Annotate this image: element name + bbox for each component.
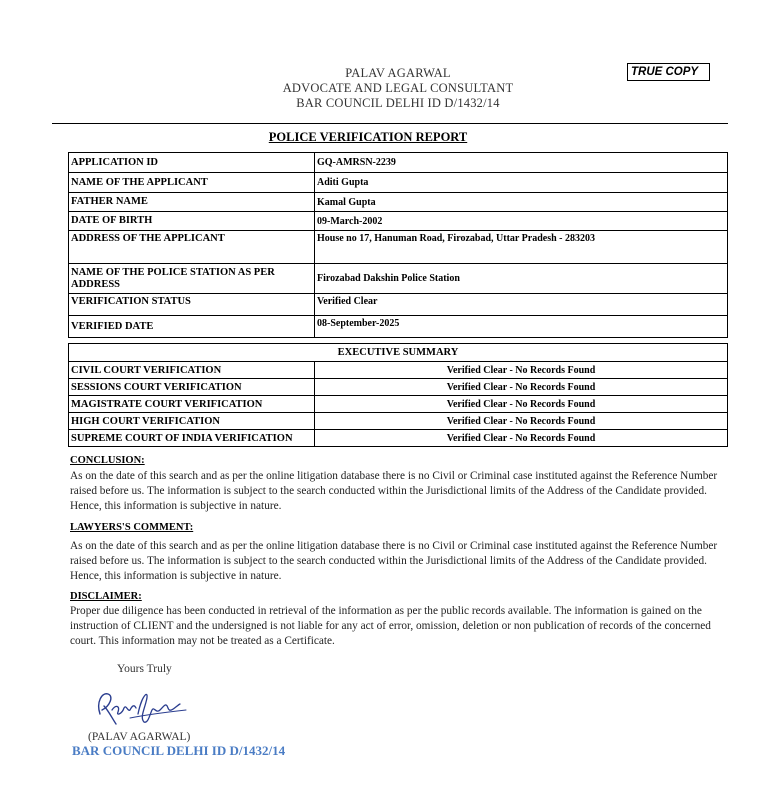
row-label: SUPREME COURT OF INDIA VERIFICATION — [69, 430, 315, 447]
lawyers-comment-title: LAWYERS'S COMMENT: — [70, 522, 194, 533]
row-label: CIVIL COURT VERIFICATION — [69, 362, 315, 379]
summary-heading: EXECUTIVE SUMMARY — [69, 344, 728, 362]
table-row — [69, 294, 728, 316]
row-value: Verified Clear - No Records Found — [315, 379, 728, 396]
row-label: VERIFICATION STATUS — [69, 294, 315, 316]
row-value: Verified Clear - No Records Found — [315, 413, 728, 430]
row-label: SESSIONS COURT VERIFICATION — [69, 379, 315, 396]
table-row — [69, 413, 728, 430]
table-row — [69, 153, 728, 173]
true-copy-stamp: TRUE COPY — [627, 63, 710, 81]
details-table — [68, 152, 728, 338]
table-row — [69, 231, 728, 264]
signature-icon — [90, 684, 190, 728]
advocate-title: ADVOCATE AND LEGAL CONSULTANT — [282, 81, 514, 95]
yours-truly: Yours Truly — [117, 663, 172, 675]
row-label: MAGISTRATE COURT VERIFICATION — [69, 396, 315, 413]
conclusion-title: CONCLUSION: — [70, 455, 145, 466]
disclaimer-text: Proper due diligence has been conducted in retrieval of the information as per the public records available. The information is gained on the instruction of CLIENT and the undersigned is not liable for any act of error, omission, deletion or non publication of records of the concerned court. This information may not be treated as a Certificate. — [70, 605, 711, 647]
table-row — [69, 173, 728, 193]
row-value: Aditi Gupta — [315, 173, 728, 193]
row-label: NAME OF THE APPLICANT — [69, 173, 315, 193]
advocate-name: PALAV AGARWAL — [345, 66, 451, 80]
row-label: HIGH COURT VERIFICATION — [69, 413, 315, 430]
table-row — [69, 430, 728, 447]
table-row — [69, 193, 728, 212]
report-title: POLICE VERIFICATION REPORT — [268, 130, 468, 144]
bar-council-id: BAR COUNCIL DELHI ID D/1432/14 — [296, 96, 500, 110]
table-row — [69, 264, 728, 294]
row-value: Firozabad Dakshin Police Station — [315, 264, 728, 294]
row-value: House no 17, Hanuman Road, Firozabad, Uttar Pradesh - 283203 — [315, 231, 728, 264]
executive-summary-table — [68, 343, 728, 447]
header-divider — [52, 123, 728, 124]
table-row — [69, 316, 728, 338]
table-header-row — [69, 344, 728, 362]
signatory-bar-id: BAR COUNCIL DELHI ID D/1432/14 — [72, 743, 286, 758]
row-label: DATE OF BIRTH — [69, 212, 315, 231]
row-value: GQ-AMRSN-2239 — [315, 153, 728, 173]
row-label: ADDRESS OF THE APPLICANT — [69, 231, 315, 264]
row-value: Verified Clear - No Records Found — [315, 430, 728, 447]
row-label: NAME OF THE POLICE STATION AS PER ADDRESS — [69, 264, 315, 294]
conclusion-text: As on the date of this search and as per the online litigation database there is no Civil or Criminal case instituted against the Reference Number raised before us. The information is subject to the search conducted within the Jurisdictional limits of the Address of the Candidate provided. Hence, this information is subjective in nature. — [70, 470, 718, 512]
table-row — [69, 396, 728, 413]
row-label: VERIFIED DATE — [69, 316, 315, 338]
table-row — [69, 212, 728, 231]
row-label: APPLICATION ID — [69, 153, 315, 173]
disclaimer-title: DISCLAIMER: — [70, 591, 142, 602]
row-value: Kamal Gupta — [315, 193, 728, 212]
row-value: 09-March-2002 — [315, 212, 728, 231]
signatory-name: (PALAV AGARWAL) — [88, 731, 191, 743]
row-value: Verified Clear - No Records Found — [315, 396, 728, 413]
row-value: Verified Clear — [315, 294, 728, 316]
row-value: 08-September-2025 — [315, 316, 728, 338]
table-row — [69, 362, 728, 379]
lawyers-comment-text: As on the date of this search and as per the online litigation database there is no Civil or Criminal case instituted against the Reference Number raised before us. The information is subject to the search conducted within the Jurisdictional limits of the Address of the Candidate provided. Hence, this information is subjective in nature. — [70, 540, 718, 582]
row-label: FATHER NAME — [69, 193, 315, 212]
table-row — [69, 379, 728, 396]
row-value: Verified Clear - No Records Found — [315, 362, 728, 379]
